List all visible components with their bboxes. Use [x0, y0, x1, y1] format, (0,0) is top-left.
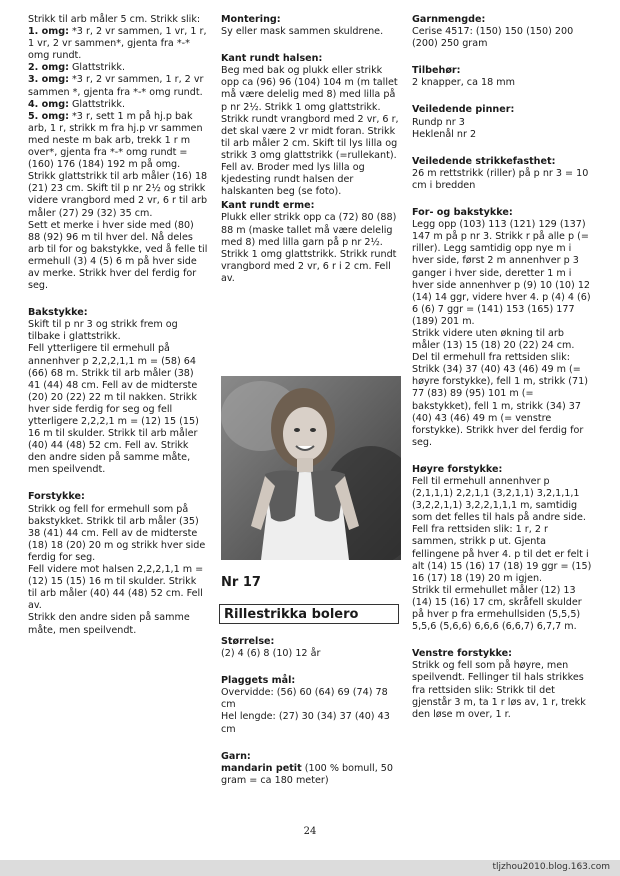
heading-veiledende-pinner: Veiledende pinner:	[412, 104, 515, 116]
paragraph: 2 knapper, ca 18 mm	[412, 77, 515, 89]
paragraph: Cerise 4517: (150) 150 (150) 200 (200) 250 gram	[412, 26, 574, 50]
heading-forstykke: Forstykke:	[28, 491, 85, 503]
paragraph: Skift til p nr 3 og strikk frem og tilbake i glattstrikk.	[28, 319, 178, 343]
paragraph: Sy eller mask sammen skuldrene.	[221, 26, 384, 38]
paragraph: Fell videre mot halsen 2,2,2,1,1 m = (12) 15 (15) 16 m til skulder. Strikk til arb måler (40) 44 (48) 52 cm. Fell av.	[28, 564, 204, 612]
paragraph: Legg opp (103) 113 (121) 129 (137) 147 m på p nr 3. Strikk r på alle p (= riller). Legg samtidig opp nye m i hver side, først 2 m annenhver p 3 ganger i hver side, deretter 1 m i hver side annenhver p (9) 10 (10) 12 (14) 14 ggr, videre hver 4. p (4) 4 (6) 6 (6) 7 ggr = (141) 153 (165) 177 (189) 201 m.	[412, 219, 591, 327]
paragraph: (2) 4 (6) 8 (10) 12 år	[221, 648, 321, 660]
paragraph: Strikk glattstrikk til arb måler (16) 18 (21) 23 cm. Skift til p nr 2½ og strikk videre vrangbord med 2 vr, 6 r til arb måler (27) 29 (32) 35 cm.	[28, 171, 208, 219]
heading-strikkefasthet: Veiledende strikkefasthet:	[412, 155, 556, 167]
model-photo	[221, 376, 401, 560]
paragraph: Strikk og fell for ermehull som på bakstykket. Strikk til arb måler (35) 38 (41) 44 cm. Fell av de midterste (18) 18 (20) 20 m og strikk hver side ferdig for seg.	[28, 503, 206, 563]
heading-garn: Garn:	[221, 750, 251, 762]
paragraph: Strikk og fell som på høyre, men speilvendt. Fellinger til hals strikkes fra rettsiden slik: Strikk til det gjenstår 3 m, ta 1 r løs av, 1 r, trekk den løse m over, 1 r.	[412, 660, 586, 720]
column-middle	[221, 14, 399, 285]
round-5: 5. omg: *3 r, sett 1 m på hj.p bak arb, 1 r, strikk m fra hj.p vr sammen med neste m bak arb, trekk 1 r m over*, gjenta fra *-* omg rundt = (160) 176 (184) 192 m på omg.	[28, 110, 203, 171]
girl-photo-illustration	[221, 376, 401, 560]
round-3: 3. omg: *3 r, 2 vr sammen, 1 r, 2 vr sammen *, gjenta fra *-* omg rundt.	[28, 74, 204, 98]
paragraph: Rundp nr 3	[412, 116, 465, 128]
column-middle-specs	[221, 636, 401, 787]
footer-url[interactable]: tljzhou2010.blog.163.com	[492, 862, 610, 872]
page-number: 24	[303, 826, 317, 837]
heading-kant-halsen: Kant rundt halsen:	[221, 53, 323, 65]
paragraph: Hel lengde: (27) 30 (34) 37 (40) 43 cm	[221, 711, 390, 735]
heading-bakstykke: Bakstykke:	[28, 307, 88, 319]
paragraph: Del til ermehull fra rettsiden slik: Strikk (34) 37 (40) 43 (46) 49 m (= høyre forstykke), fell 1 m, strikk (71) 77 (83) 89 (95) 101 m (= bakstykket), fell 1 m, strikk (34) 37 (40) 43 (46) 49 m (= venstre forstykke). Strikk hver del ferdig for seg.	[412, 352, 588, 448]
footer-bar	[0, 860, 620, 876]
heading-montering: Montering:	[221, 14, 281, 25]
heading-for-og-bakstykke: For- og bakstykke:	[412, 207, 513, 219]
column-right	[412, 14, 592, 721]
paragraph: Overvidde: (56) 60 (64) 69 (74) 78 cm	[221, 687, 388, 711]
paragraph: 26 m rettstrikk (riller) på p nr 3 = 10 cm i bredden	[412, 167, 589, 191]
paragraph: Strikk videre uten økning til arb måler (13) 15 (18) 20 (22) 24 cm.	[412, 327, 575, 352]
paragraph: Fell ytterligere til ermehull på annenhver p 2,2,2,1,1 m = (58) 64 (66) 68 m. Strikk til arb måler (38) 41 (44) 48 cm. Fell av de midterste (20) 20 (22) 22 m til nakken. Strikk hver side ferdig for seg og fell ytterligere 2,2,2,1 m = (12) 15 (15) 16 m til skulder. Strikk til arb måler (40) 44 (48) 52 cm. Fell av. Strikk den andre siden på samme måte, men speilvendt.	[28, 343, 199, 476]
heading-garnmengde: Garnmengde:	[412, 14, 486, 25]
paragraph: Strikk til arb måler 5 cm. Strikk slik:	[28, 14, 201, 25]
paragraph: Beg med bak og plukk eller strikk opp ca (96) 96 (104) 104 m (m tallet må være delelig med 8) med lilla på p nr 2½. Strikk 1 omg glattstrikk. Strikk rundt vrangbord med 2 vr, 6 r, det skal være 2 vr midt foran. Strikk til arb måler 2 cm. Skift til lys lilla og strikk 3 omg glattstrikk (=rullekant). Fell av. Broder med lys lilla og kjedesting rundt halsen der halskanten beg (se foto).	[221, 65, 399, 198]
paragraph: Sett et merke i hver side med (80) 88 (92) 96 m til hver del. Nå deles arb til for og bakstykke, ved å felle til ermehull (3) 4 (5) 6 m på hver side av merke. Strikk hver del ferdig for seg.	[28, 219, 208, 292]
yarn-description: mandarin petit (100 % bomull, 50 gram = ca 180 meter)	[221, 762, 394, 786]
heading-venstre-forstykke: Venstre forstykke:	[412, 648, 513, 660]
paragraph: Strikk den andre siden på samme måte, men speilvendt.	[28, 612, 190, 636]
round-1: 1. omg: *3 r, 2 vr sammen, 1 vr, 1 r, 1 vr, 2 vr sammen*, gjenta fra *-* omg rundt.	[28, 26, 207, 62]
heading-tilbehor: Tilbehør:	[412, 65, 461, 77]
heading-storrelse: Størrelse:	[221, 636, 275, 647]
paragraph: Fell til ermehull annenhver p (2,1,1,1) 2,2,1,1 (3,2,1,1) 3,2,1,1,1 (3,2,2,1,1) 3,2,2,1,1,1 m, samtidig som det felles til hals på andre side. Fell fra rettsiden slik: 1 r, 2 r sammen, strikk p ut. Gjenta fellingene på hver 4. p til det er felt i alt (14) 15 (16) 17 (18) 19 ggr = (15) 16 (17) 18 (19) 20 m igjen.	[412, 476, 592, 584]
pattern-title: Rillestrikka bolero	[219, 604, 399, 624]
heading-plaggets-mal: Plaggets mål:	[221, 675, 296, 687]
pattern-number: Nr 17	[221, 575, 261, 590]
paragraph: Heklenål nr 2	[412, 128, 477, 140]
paragraph: Strikk til ermehullet måler (12) 13 (14) 15 (16) 17 cm, skråfell skulder på hver p fra ermehullsiden (5,5,5) 5,5,6 (5,6,6) 6,6,6 (6,6,7) 6,7,7 m.	[412, 584, 582, 633]
heading-hoyre-forstykke: Høyre forstykke:	[412, 463, 503, 475]
round-2: 2. omg: Glattstrikk.	[28, 62, 126, 74]
heading-kant-erme: Kant rundt erme:	[221, 200, 315, 212]
round-4: 4. omg: Glattstrikk.	[28, 98, 126, 110]
column-left	[28, 14, 208, 637]
paragraph: Plukk eller strikk opp ca (72) 80 (88) 88 m (maske tallet må være delelig med 8) med lilla garn på p nr 2½. Strikk 1 omg glattstrikk. Strikk rundt vrangbord med 2 vr, 6 r i 2 cm. Fell av.	[221, 212, 397, 284]
